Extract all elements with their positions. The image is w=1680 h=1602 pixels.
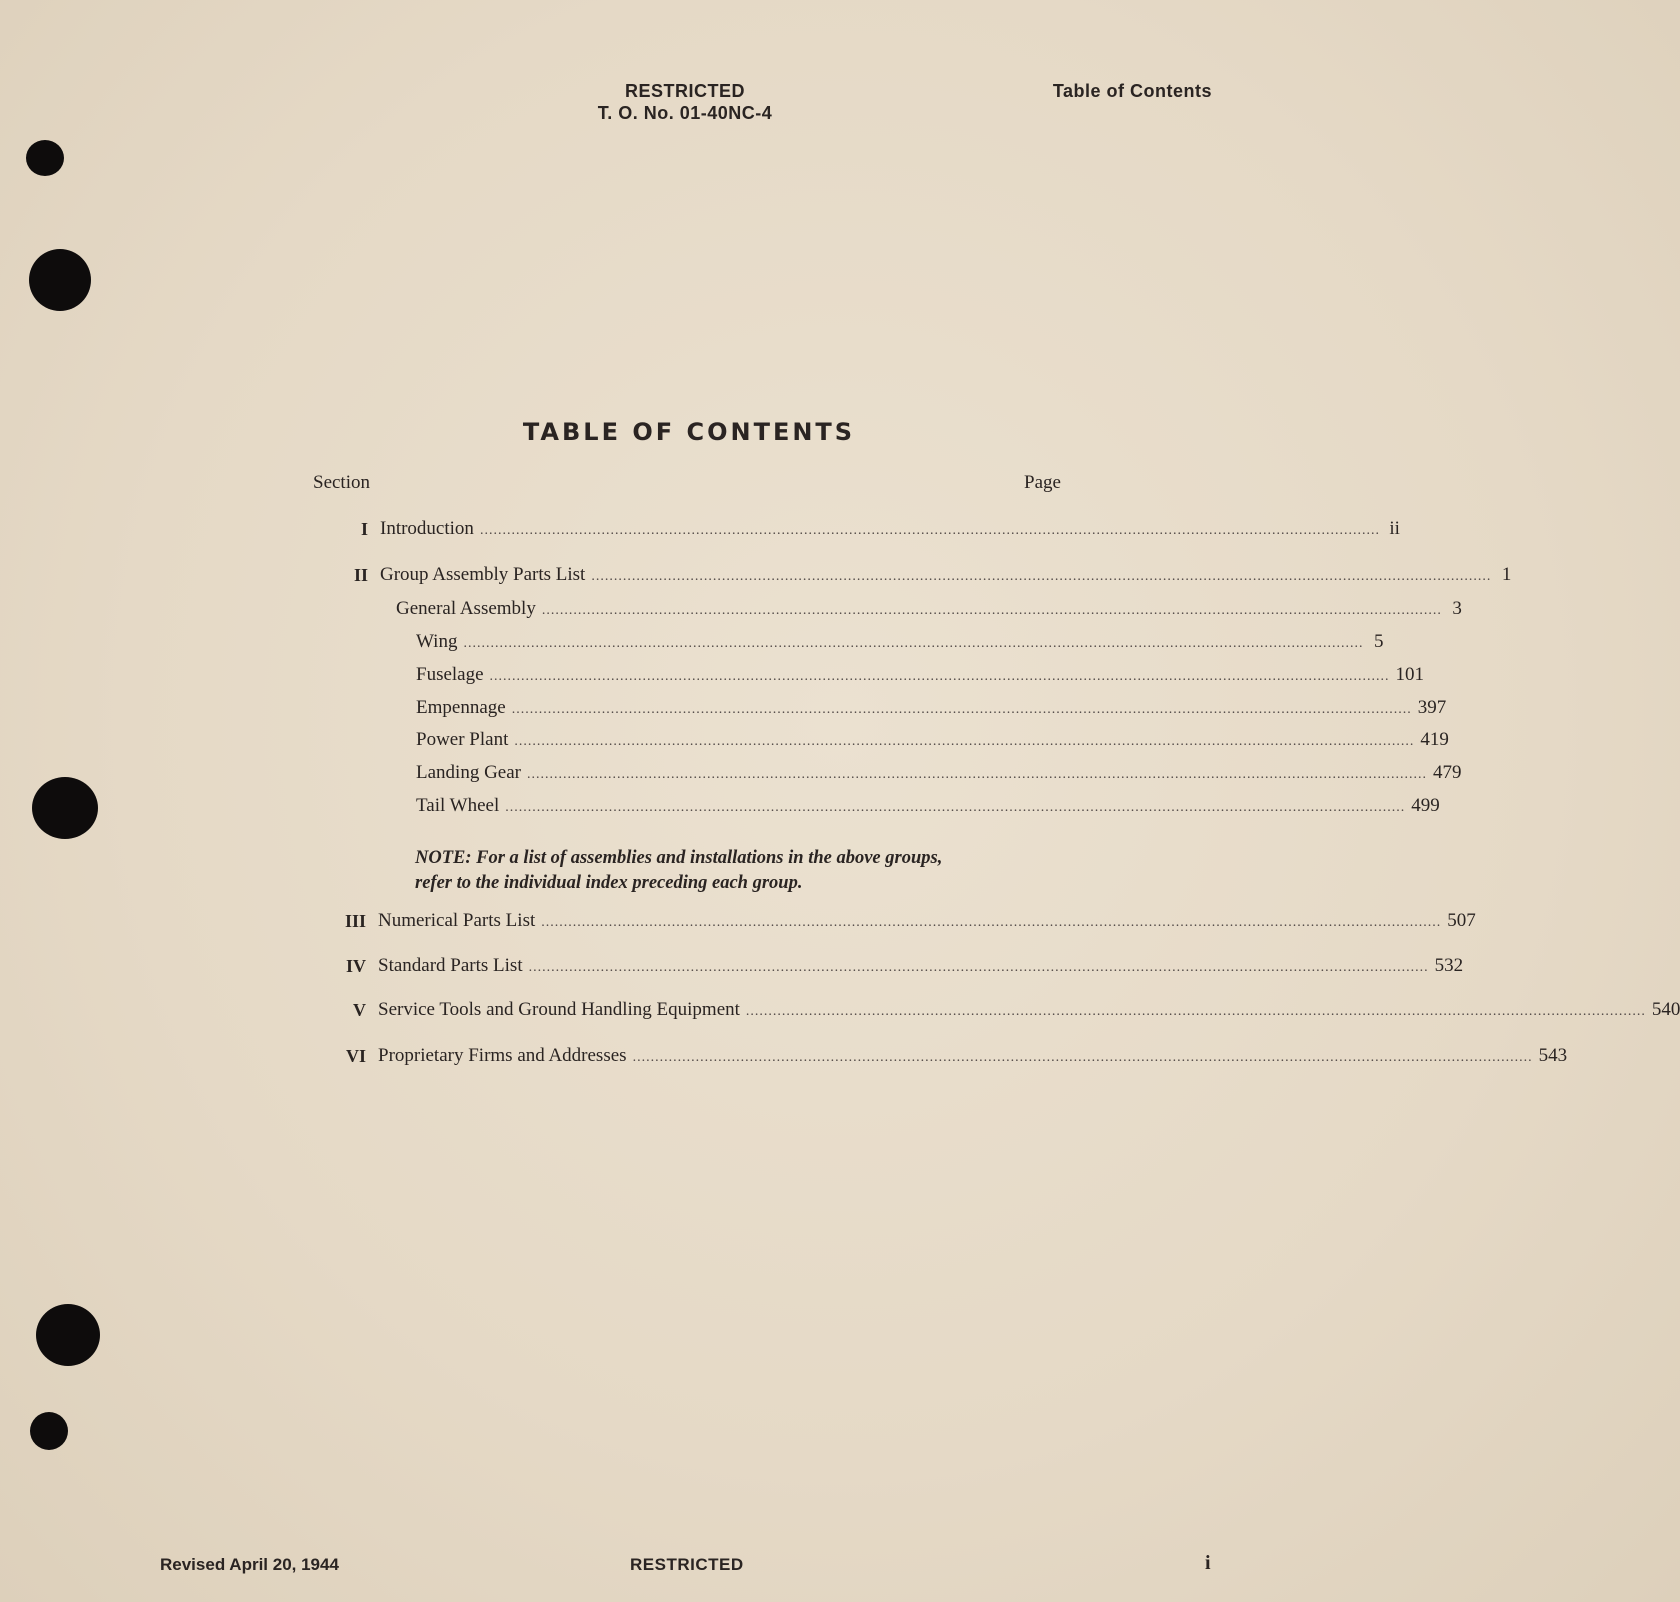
toc-entry: [416, 729, 1449, 751]
dot-leader: ........................................................................................................................................................................................................: [526, 767, 1427, 782]
dot-leader: ........................................................................................................................................................................................................: [505, 800, 1406, 815]
toc-entry-page: 532: [1434, 955, 1464, 976]
toc-entry-label: Group Assembly Parts List: [380, 564, 586, 585]
toc-entry-label: Proprietary Firms and Addresses: [378, 1045, 627, 1066]
binder-hole-3: [32, 777, 98, 839]
toc-entry-label: Tail Wheel: [416, 795, 500, 816]
toc-title: TABLE OF CONTENTS: [522, 418, 856, 446]
toc-entry-page: 507: [1447, 910, 1476, 931]
toc-entry-label: General Assembly: [396, 598, 536, 619]
toc-entry: [378, 955, 1464, 977]
toc-entry-page: 5: [1373, 631, 1384, 652]
dot-leader: ........................................................................................................................................................................................................: [632, 1050, 1533, 1065]
toc-entry: [396, 598, 1462, 620]
toc-entry-page: 3: [1452, 598, 1462, 619]
toc-section-number: II: [353, 565, 368, 585]
toc-entry-label: Service Tools and Ground Handling Equipment: [378, 999, 740, 1020]
toc-entry-page: 1: [1501, 564, 1512, 585]
toc-entry: [378, 910, 1476, 932]
toc-section-number: VI: [345, 1046, 366, 1066]
toc-entry-label: Introduction: [380, 518, 474, 539]
dot-leader: ........................................................................................................................................................................................................: [514, 734, 1415, 749]
footer-revised-date: Revised April 20, 1944: [160, 1555, 339, 1574]
binder-hole-4: [36, 1304, 100, 1366]
binder-hole-2: [29, 249, 91, 311]
toc-entry: [416, 697, 1447, 719]
toc-entry: [378, 999, 1680, 1021]
binder-hole-5: [30, 1412, 68, 1450]
dot-leader: ........................................................................................................................................................................................................: [528, 960, 1429, 975]
toc-entry: [378, 1045, 1568, 1067]
dot-leader: ........................................................................................................................................................................................................: [489, 669, 1390, 684]
page-column-header: Page: [1024, 472, 1061, 493]
toc-entry: [380, 518, 1400, 540]
toc-section-number: IV: [345, 956, 366, 976]
toc-entry: [416, 795, 1440, 817]
dot-leader: ........................................................................................................................................................................................................: [745, 1004, 1646, 1019]
header-classification: RESTRICTED: [624, 81, 745, 101]
section-column-header: Section: [313, 472, 370, 493]
toc-entry-label: Numerical Parts List: [378, 910, 536, 931]
footer-page-number: i: [1205, 1552, 1211, 1574]
dot-leader: ........................................................................................................................................................................................................: [511, 702, 1412, 717]
toc-entry-label: Fuselage: [416, 664, 484, 685]
toc-entry-page: 499: [1411, 795, 1440, 816]
note-line-1: NOTE: For a list of assemblies and installations in the above groups,: [415, 848, 943, 868]
note-line-2: refer to the individual index preceding each group.: [415, 873, 803, 893]
header-tech-order: T. O. No. 01-40NC-4: [597, 103, 773, 123]
toc-entry: [416, 631, 1384, 653]
dot-leader: ........................................................................................................................................................................................................: [463, 636, 1364, 651]
toc-entry: [416, 664, 1425, 686]
binder-hole-1: [26, 140, 64, 176]
toc-section-number: III: [344, 911, 366, 931]
toc-entry-page: 540: [1651, 999, 1680, 1020]
toc-entry-label: Power Plant: [416, 729, 509, 750]
toc-section-number: I: [360, 519, 368, 539]
toc-entry-page: ii: [1389, 518, 1400, 539]
toc-entry-page: 397: [1417, 697, 1447, 718]
header-section-tag: Table of Contents: [1052, 81, 1212, 101]
toc-entry-label: Standard Parts List: [378, 955, 523, 976]
toc-entry: [380, 564, 1512, 586]
footer-classification: RESTRICTED: [630, 1555, 744, 1574]
dot-leader: ........................................................................................................................................................................................................: [591, 569, 1492, 584]
toc-section-number: V: [353, 1000, 366, 1020]
toc-entry-page: 543: [1538, 1045, 1568, 1066]
dot-leader: ........................................................................................................................................................................................................: [479, 523, 1380, 538]
toc-entry-page: 479: [1432, 762, 1462, 783]
toc-entry-label: Wing: [416, 631, 458, 652]
toc-entry-page: 419: [1420, 729, 1449, 750]
dot-leader: ........................................................................................................................................................................................................: [541, 915, 1442, 930]
toc-entry-label: Empennage: [416, 697, 506, 718]
toc-note: [415, 846, 1035, 896]
toc-entry: [416, 762, 1462, 784]
toc-entry-page: 101: [1395, 664, 1425, 685]
dot-leader: ........................................................................................................................................................................................................: [541, 603, 1442, 618]
toc-entry-label: Landing Gear: [416, 762, 521, 783]
